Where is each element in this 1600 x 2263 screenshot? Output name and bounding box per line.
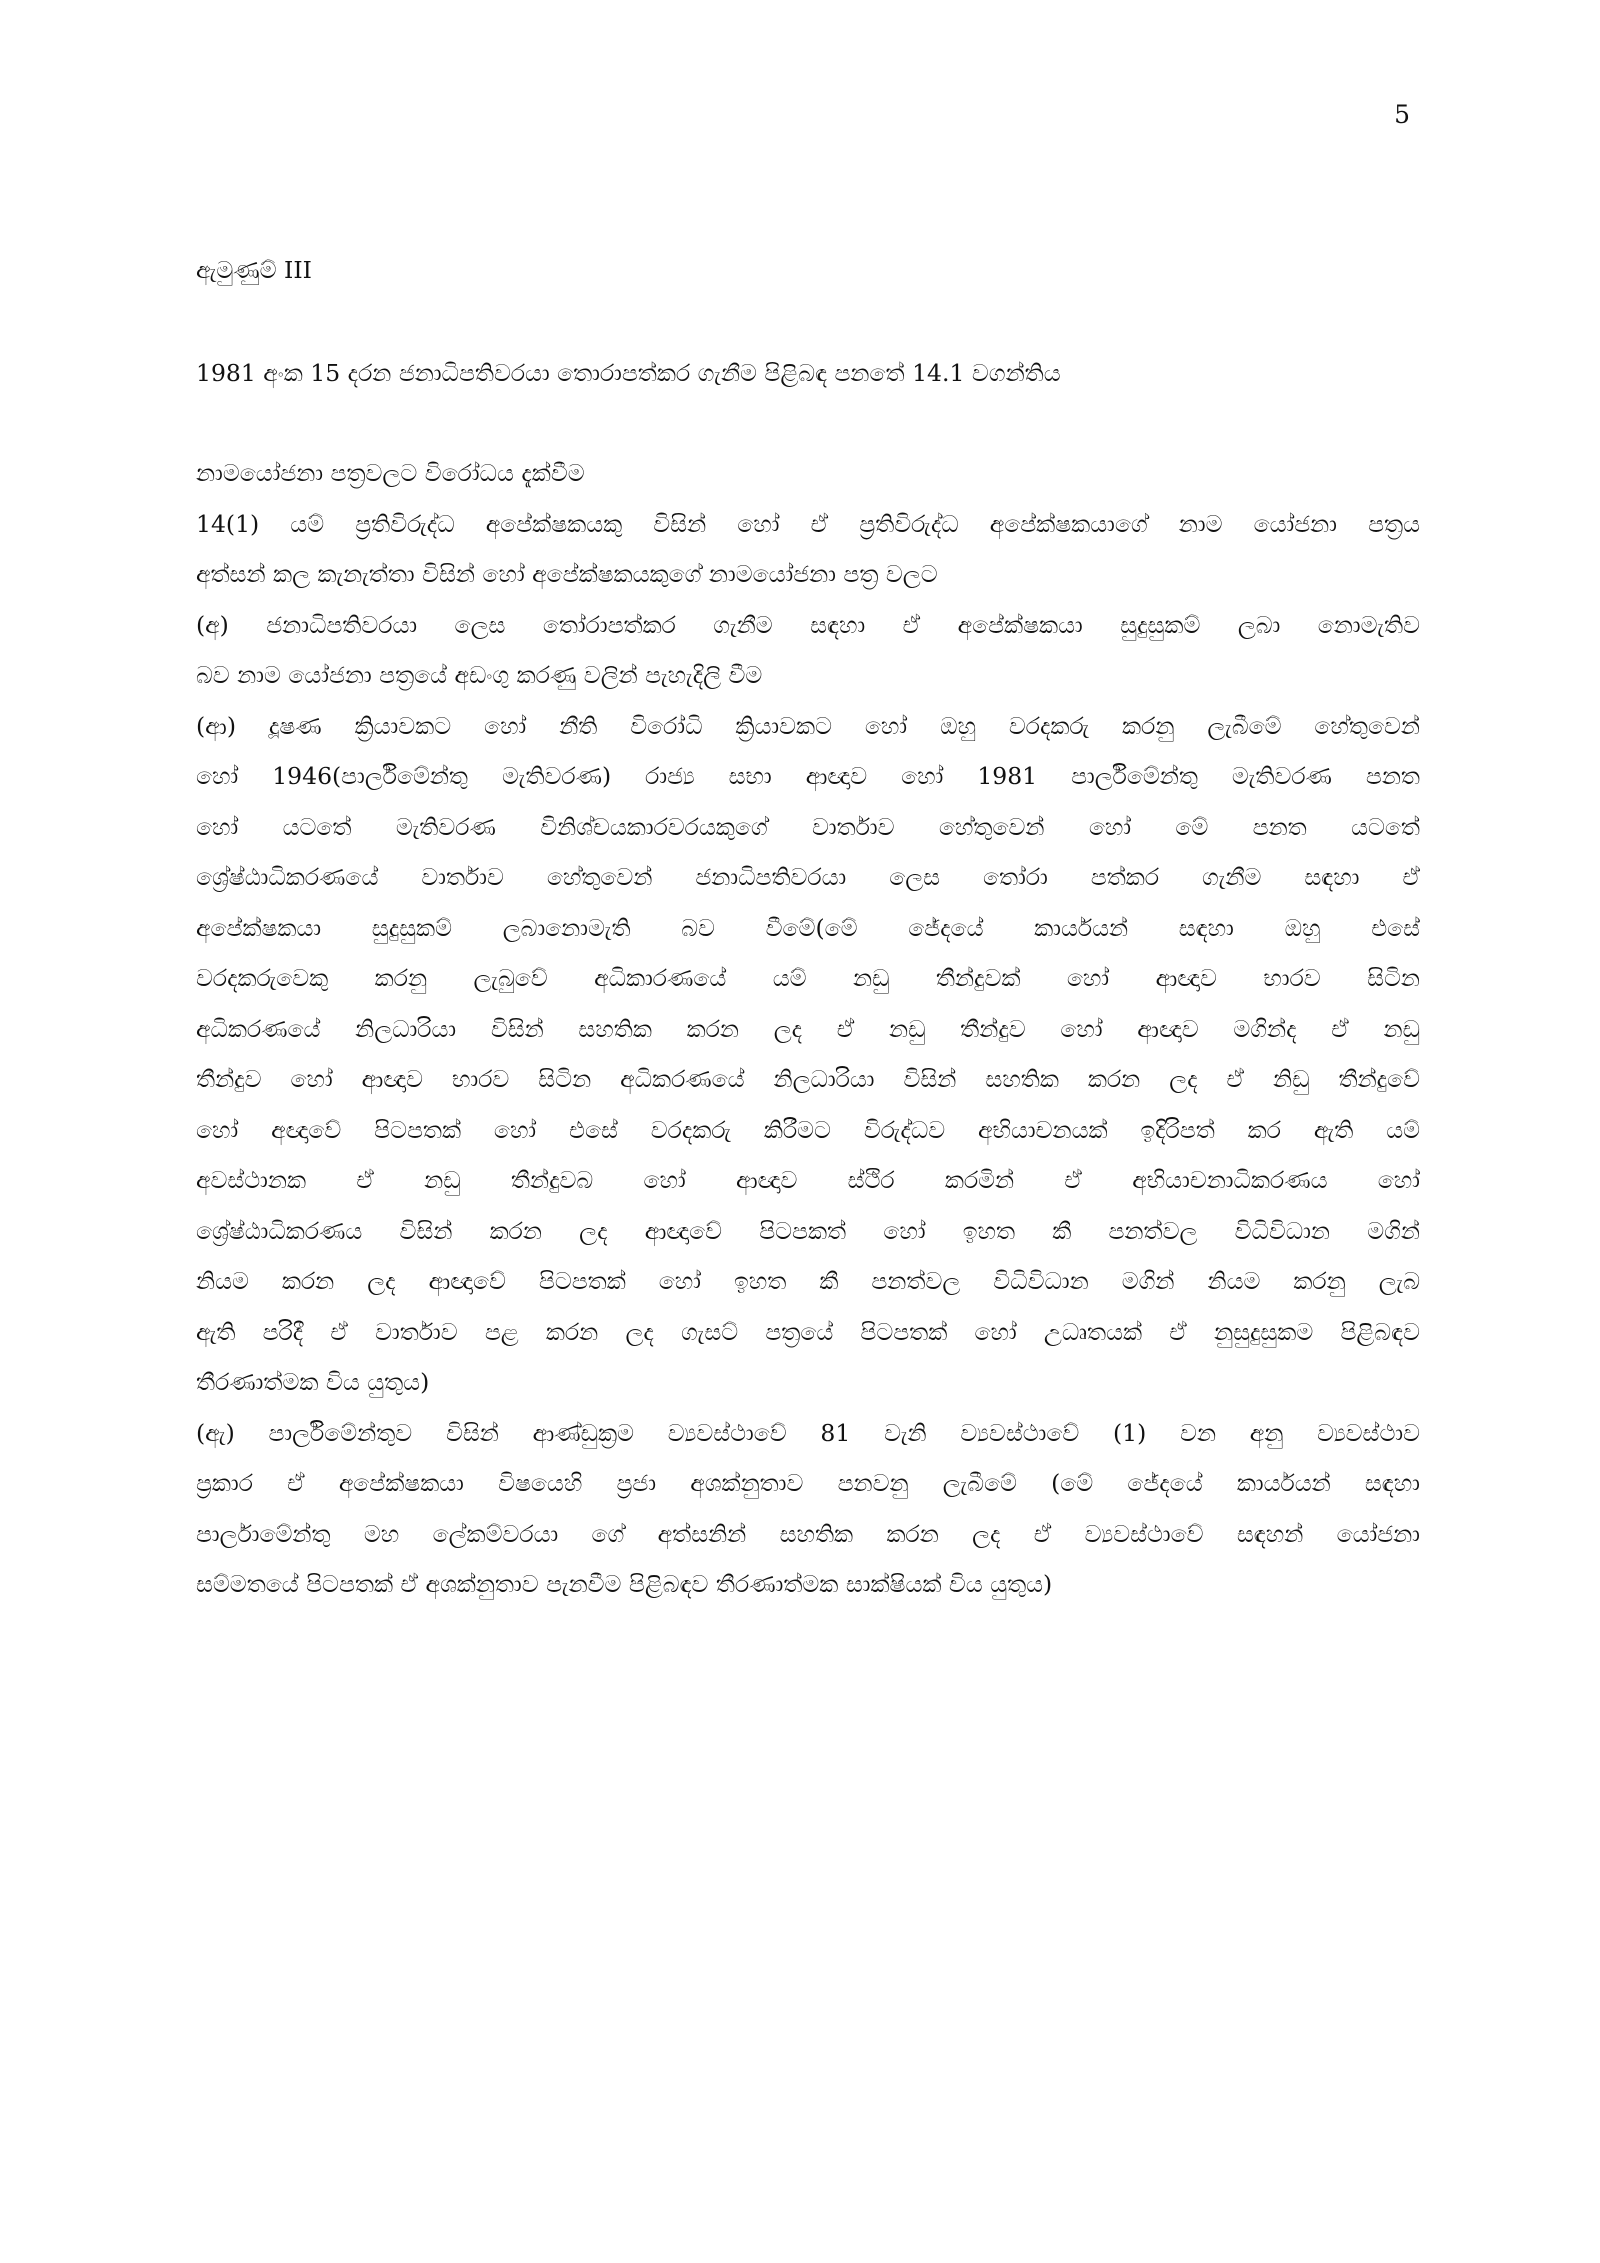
paragraph-line: (ආ) දූෂණ ක්‍රියාවකට හෝ නීති විරෝධි ක්‍රියාවකට හෝ ඔහු වරදකරු කරනු ලැබීමේ හේතුවෙන්	[196, 711, 1420, 740]
act-title: 1981 අංක 15 දරන ජනාධිපතිවරයා තොරාපත්කර ගැනීම පිළිබඳ පනතේ 14.1 වගන්තිය	[196, 358, 1061, 387]
paragraph-line: ශ්‍රේෂ්ඨාධිකරණයේ වාර්තාව හේතුවෙන් ජනාධිපතිවරයා ලෙස තෝරා පත්කර ගැනීම සඳහා ඒ	[196, 863, 1420, 891]
paragraph-line: ශ්‍රේෂ්ඨාධිකරණය විසින් කරන ලද ආඥාවේ පිටපකත් හෝ ඉහත කී පනත්වල විධිවිධාන මගින්	[196, 1216, 1420, 1245]
paragraph-line: හෝ 1946(පාර්ලිමේන්තු මැතිවරණ) රාජ්‍ය සභා ආඥාව හෝ 1981 පාර්ලිමේන්තු මැතිවරණ පනත	[196, 762, 1420, 790]
page-number: 5	[1394, 100, 1410, 129]
paragraph-line: අවස්ථානක ඒ නඩු තීන්දුවබ හෝ ආඥාව ස්ථිර කරමින් ඒ අභියාචනාධිකරණය හෝ	[196, 1166, 1420, 1194]
paragraph-line: (අ) ජනාධිපතිවරයා ලෙස තෝරාපත්කර ගැනීම සඳහා ඒ අපේක්ෂකයා සුදුසුකම් ලබා නොමැතිව	[196, 610, 1420, 639]
paragraph-line: 14(1) යම් ප්‍රතිවිරුද්ධ අපේක්ෂකයකු විසින් හෝ ඒ ප්‍රතිවිරුද්ධ අපේක්ෂකයාගේ නාම යෝජනා පත්‍රය	[196, 509, 1420, 538]
clause-a	[196, 600, 1420, 701]
paragraph-line: අපේක්ෂකයා සුදුසුකම් ලබානොමැති බව වීමේ(මේ ජේදයේ කාර්යයන් සඳහා ඔහු එසේ	[196, 913, 1420, 942]
section-14-1	[196, 499, 1420, 600]
clause-aa	[196, 701, 1420, 1408]
paragraph-line: හෝ යටතේ මැතිවරණ විනිශ්චයකාරවරයකුගේ වාර්තාව හේතුවෙන් හෝ මේ පනත යටතේ	[196, 812, 1420, 841]
paragraph-line: ඇති පරිදී ඒ වාර්තාව පළ කරන ලද ගැසට් පත්‍රයේ පිටපතක් හෝ උධෘතයක් ඒ නුසුදුසුකම පිළිබඳව	[196, 1317, 1420, 1346]
section-heading: නාමයෝජනා පත්‍රවලට විරෝධය දැක්වීම	[196, 459, 585, 487]
paragraph-line: ප්‍රකාර ඒ අපේක්ෂකයා විෂයෙහි ප්‍රජා අශක්නුතාව පනවනු ලැබීමේ (මේ ජේදයේ කාර්යයන් සඳහා	[196, 1469, 1420, 1497]
paragraph-line: වරදකරුවෙකු කරනු ලැබුවේ අධිකාරණයේ යම් නඩු තීන්දුවක් හෝ ආඥාව භාරව සිටින	[196, 964, 1420, 992]
paragraph-line: සම්මතයේ පිටපතක් ඒ අශක්නුතාව පැනවීම පිළිබඳව තීරණාත්මක සාක්ෂියක් විය යුතුය)	[196, 1570, 1053, 1598]
paragraph-line: නියම කරන ලද ආඥාවේ පිටපතක් හෝ ඉහත කී පනත්වල විධිවිධාන මගින් නියම කරනු ලැබ	[196, 1267, 1420, 1295]
paragraph-line: අධිකරණයේ නිලධාරියා විසින් සහතික කරන ලද ඒ නඩු තීන්දුව හෝ ආඥාව මගින්ද ඒ නඩු	[196, 1014, 1420, 1043]
document-body	[196, 245, 1420, 1610]
paragraph-line: බව නාම යෝජනා පත්‍රයේ අඩංගු කරණු වලින් පැහැදිලි වීම	[196, 661, 763, 689]
paragraph-line: තීන්දුව හෝ ආඥාව භාරව සිටින අධිකරණයේ නිලධාරියා විසින් සහතික කරන ලද ඒ නිඩු තීන්දුවේ	[196, 1065, 1420, 1093]
paragraph-line: හෝ අඥාවේ පිටපතක් හෝ එසේ වරදකරු කිරීමට විරුද්ධව අභියාචනයක් ඉදිරිපත් කර ඇති යම්	[196, 1115, 1420, 1144]
paragraph-line: පාර්ලාමේන්තු මහ ලේකම්වරයා ගේ අත්සනින් සහතික කරන ලද ඒ ව්‍යවස්ථාවේ සඳහන් යෝජනා	[196, 1519, 1420, 1548]
paragraph-line: තීරණාත්මක විය යුතුය)	[196, 1368, 430, 1396]
annex-title: ඇමුණුම් III	[196, 256, 312, 284]
paragraph-line: (ඇ) පාර්ලිමේන්තුව විසින් ආණ්ඩුක්‍රම ව්‍යවස්ථාවේ 81 වැනි ව්‍යවස්ථාවේ (1) වන අනු ව්‍යවස්ථාව	[196, 1418, 1420, 1447]
clause-ae	[196, 1408, 1420, 1610]
paragraph-line: අත්සන් කල කැනැත්තා විසින් හෝ අපේක්ෂකයකුගේ නාමයෝජනා පත්‍ර වලට	[196, 560, 938, 588]
